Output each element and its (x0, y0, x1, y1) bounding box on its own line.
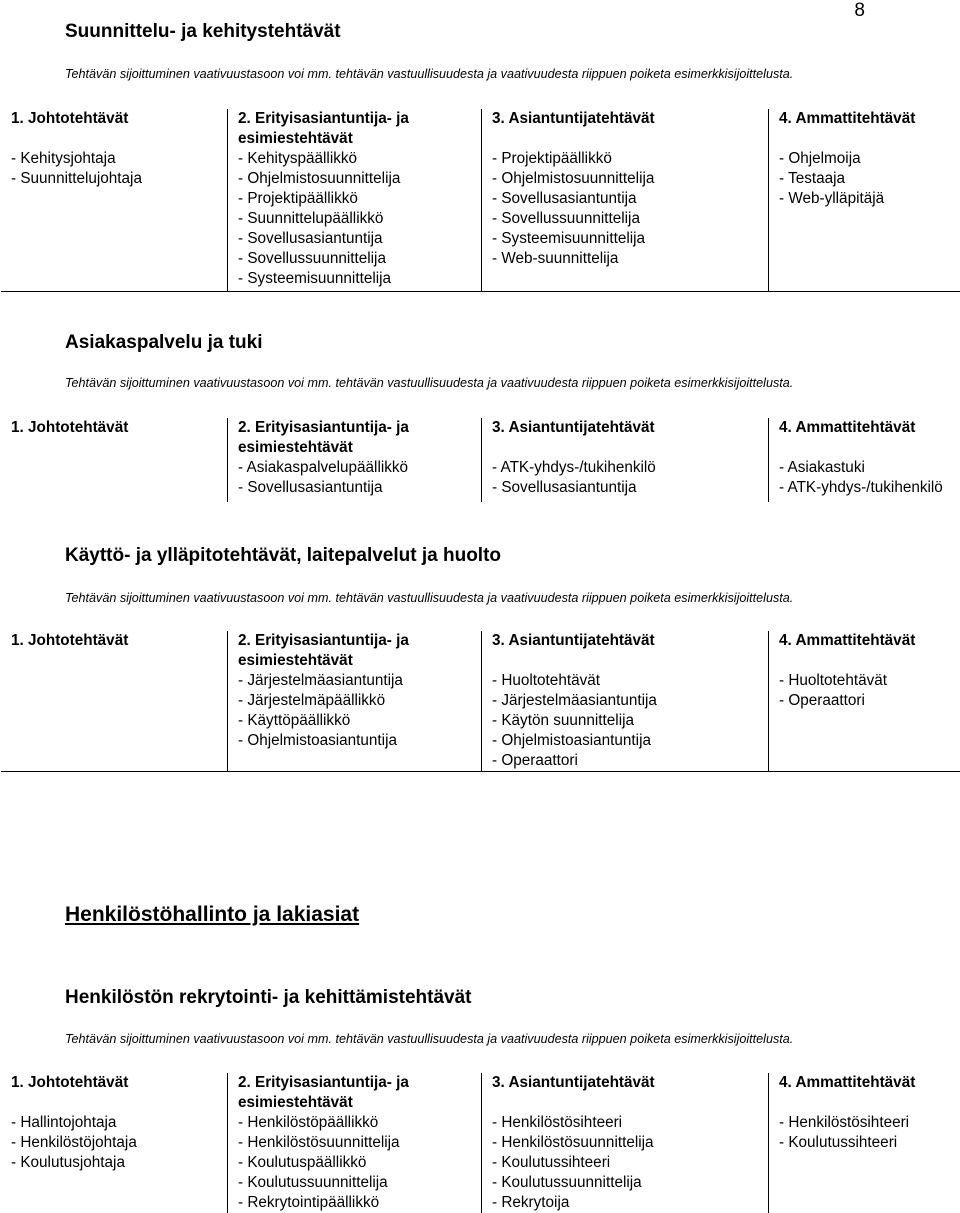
section-title-operations: Käyttö- ja ylläpitotehtävät, laitepalvelut ja huolto (65, 545, 501, 567)
main-heading: Henkilöstöhallinto ja lakiasiat (65, 904, 359, 926)
role-item: - Operaattori (779, 691, 960, 711)
role-item: - Ohjelmistoasiantuntija (238, 731, 481, 751)
role-item: - Henkilöstösihteeri (492, 1113, 768, 1133)
roles-col4 (769, 1113, 960, 1213)
role-item: - Testaaja (779, 169, 960, 189)
role-item: - ATK-yhdys-/tukihenkilö (492, 458, 768, 478)
roles-table-planning (1, 109, 960, 292)
header-professional: 4. Ammattitehtävät (769, 631, 960, 671)
header-expert: 3. Asiantuntijatehtävät (482, 109, 769, 149)
placement-note: Tehtävän sijoittuminen vaativuustasoon voi mm. tehtävän vastuullisuudesta ja vaativuudesta riippuen poiketa esimerkkisijoittelusta. (65, 67, 793, 82)
role-item: - Asiakastuki (779, 458, 960, 478)
role-item: - Henkilöstöjohtaja (11, 1133, 227, 1153)
role-item: - Web-suunnittelija (492, 249, 768, 269)
roles-col2 (228, 458, 482, 502)
role-item: - Sovellusasiantuntija (492, 478, 768, 498)
roles-col2 (228, 149, 482, 292)
role-item: - Sovellussuunnittelija (238, 249, 481, 269)
header-management: 1. Johtotehtävät (1, 109, 228, 149)
role-item: - Projektipäällikkö (238, 189, 481, 209)
role-item: - Ohjelmoija (779, 149, 960, 169)
role-item: - Huoltotehtävät (779, 671, 960, 691)
role-item: - Sovellussuunnittelija (492, 209, 768, 229)
role-item: - Operaattori (492, 751, 768, 771)
role-item: - Web-ylläpitäjä (779, 189, 960, 209)
header-management: 1. Johtotehtävät (1, 1073, 228, 1113)
role-item: - Hallintojohtaja (11, 1113, 227, 1133)
role-item: - Rekrytointipäällikkö (238, 1193, 481, 1213)
roles-table-recruitment (1, 1073, 960, 1213)
role-item: - Koulutuspäällikkö (238, 1153, 481, 1173)
roles-col2 (228, 1113, 482, 1213)
role-item: - Suunnittelujohtaja (11, 169, 227, 189)
role-item: - Sovellusasiantuntija (238, 478, 481, 498)
role-item: - Järjestelmäasiantuntija (238, 671, 481, 691)
role-item: - Huoltotehtävät (492, 671, 768, 691)
roles-col3 (482, 671, 769, 772)
header-professional: 4. Ammattitehtävät (769, 418, 960, 458)
role-item: - Koulutussihteeri (492, 1153, 768, 1173)
role-item: - ATK-yhdys-/tukihenkilö (779, 478, 960, 498)
roles-table-operations (1, 631, 960, 772)
roles-table-customer-service (1, 418, 960, 502)
header-expert: 3. Asiantuntijatehtävät (482, 1073, 769, 1113)
roles-col1 (1, 149, 228, 292)
role-item: - Projektipäällikkö (492, 149, 768, 169)
role-item: - Koulutussuunnittelija (238, 1173, 481, 1193)
role-item: - Koulutusjohtaja (11, 1153, 227, 1173)
role-item: - Koulutussihteeri (779, 1133, 960, 1153)
roles-col4 (769, 149, 960, 292)
header-management: 1. Johtotehtävät (1, 631, 228, 671)
role-item: - Sovellusasiantuntija (492, 189, 768, 209)
section-title-customer-service: Asiakaspalvelu ja tuki (65, 332, 263, 354)
placement-note: Tehtävän sijoittuminen vaativuustasoon voi mm. tehtävän vastuullisuudesta ja vaativuudesta riippuen poiketa esimerkkisijoittelusta. (65, 591, 793, 606)
roles-col2 (228, 671, 482, 772)
header-expert: 3. Asiantuntijatehtävät (482, 631, 769, 671)
role-item: - Systeemisuunnittelija (238, 269, 481, 289)
header-specialist: 2. Erityisasiantuntija- ja esimiestehtävät (228, 631, 482, 671)
placement-note: Tehtävän sijoittuminen vaativuustasoon voi mm. tehtävän vastuullisuudesta ja vaativuudesta riippuen poiketa esimerkkisijoittelusta. (65, 1032, 793, 1047)
roles-col3 (482, 1113, 769, 1213)
section-title-recruitment: Henkilöstön rekrytointi- ja kehittämistehtävät (65, 987, 472, 1009)
roles-col3 (482, 149, 769, 292)
role-item: - Ohjelmistosuunnittelija (238, 169, 481, 189)
role-item: - Henkilöstösihteeri (779, 1113, 960, 1133)
role-item: - Koulutussuunnittelija (492, 1173, 768, 1193)
roles-col4 (769, 458, 960, 502)
placement-note: Tehtävän sijoittuminen vaativuustasoon voi mm. tehtävän vastuullisuudesta ja vaativuudesta riippuen poiketa esimerkkisijoittelusta. (65, 376, 793, 391)
role-item: - Käytön suunnittelija (492, 711, 768, 731)
role-item: - Järjestelmäpäällikkö (238, 691, 481, 711)
role-item: - Henkilöstösuunnittelija (238, 1133, 481, 1153)
section-title-planning: Suunnittelu- ja kehitystehtävät (65, 21, 341, 43)
roles-col1 (1, 1113, 228, 1213)
header-specialist: 2. Erityisasiantuntija- ja esimiestehtävät (228, 1073, 482, 1113)
roles-col4 (769, 671, 960, 772)
roles-col1 (1, 458, 228, 502)
header-specialist: 2. Erityisasiantuntija- ja esimiestehtävät (228, 418, 482, 458)
roles-col1 (1, 671, 228, 772)
page-number: 8 (854, 0, 865, 22)
role-item: - Järjestelmäasiantuntija (492, 691, 768, 711)
role-item: - Ohjelmistoasiantuntija (492, 731, 768, 751)
role-item: - Systeemisuunnittelija (492, 229, 768, 249)
role-item: - Henkilöstösuunnittelija (492, 1133, 768, 1153)
role-item: - Kehityspäällikkö (238, 149, 481, 169)
header-specialist: 2. Erityisasiantuntija- ja esimiestehtävät (228, 109, 482, 149)
role-item: - Sovellusasiantuntija (238, 229, 481, 249)
header-professional: 4. Ammattitehtävät (769, 109, 960, 149)
role-item: - Suunnittelupäällikkö (238, 209, 481, 229)
role-item: - Ohjelmistosuunnittelija (492, 169, 768, 189)
role-item: - Rekrytoija (492, 1193, 768, 1213)
header-management: 1. Johtotehtävät (1, 418, 228, 458)
role-item: - Henkilöstöpäällikkö (238, 1113, 481, 1133)
header-professional: 4. Ammattitehtävät (769, 1073, 960, 1113)
role-item: - Kehitysjohtaja (11, 149, 227, 169)
roles-col3 (482, 458, 769, 502)
role-item: - Asiakaspalvelupäällikkö (238, 458, 481, 478)
role-item: - Käyttöpäällikkö (238, 711, 481, 731)
header-expert: 3. Asiantuntijatehtävät (482, 418, 769, 458)
